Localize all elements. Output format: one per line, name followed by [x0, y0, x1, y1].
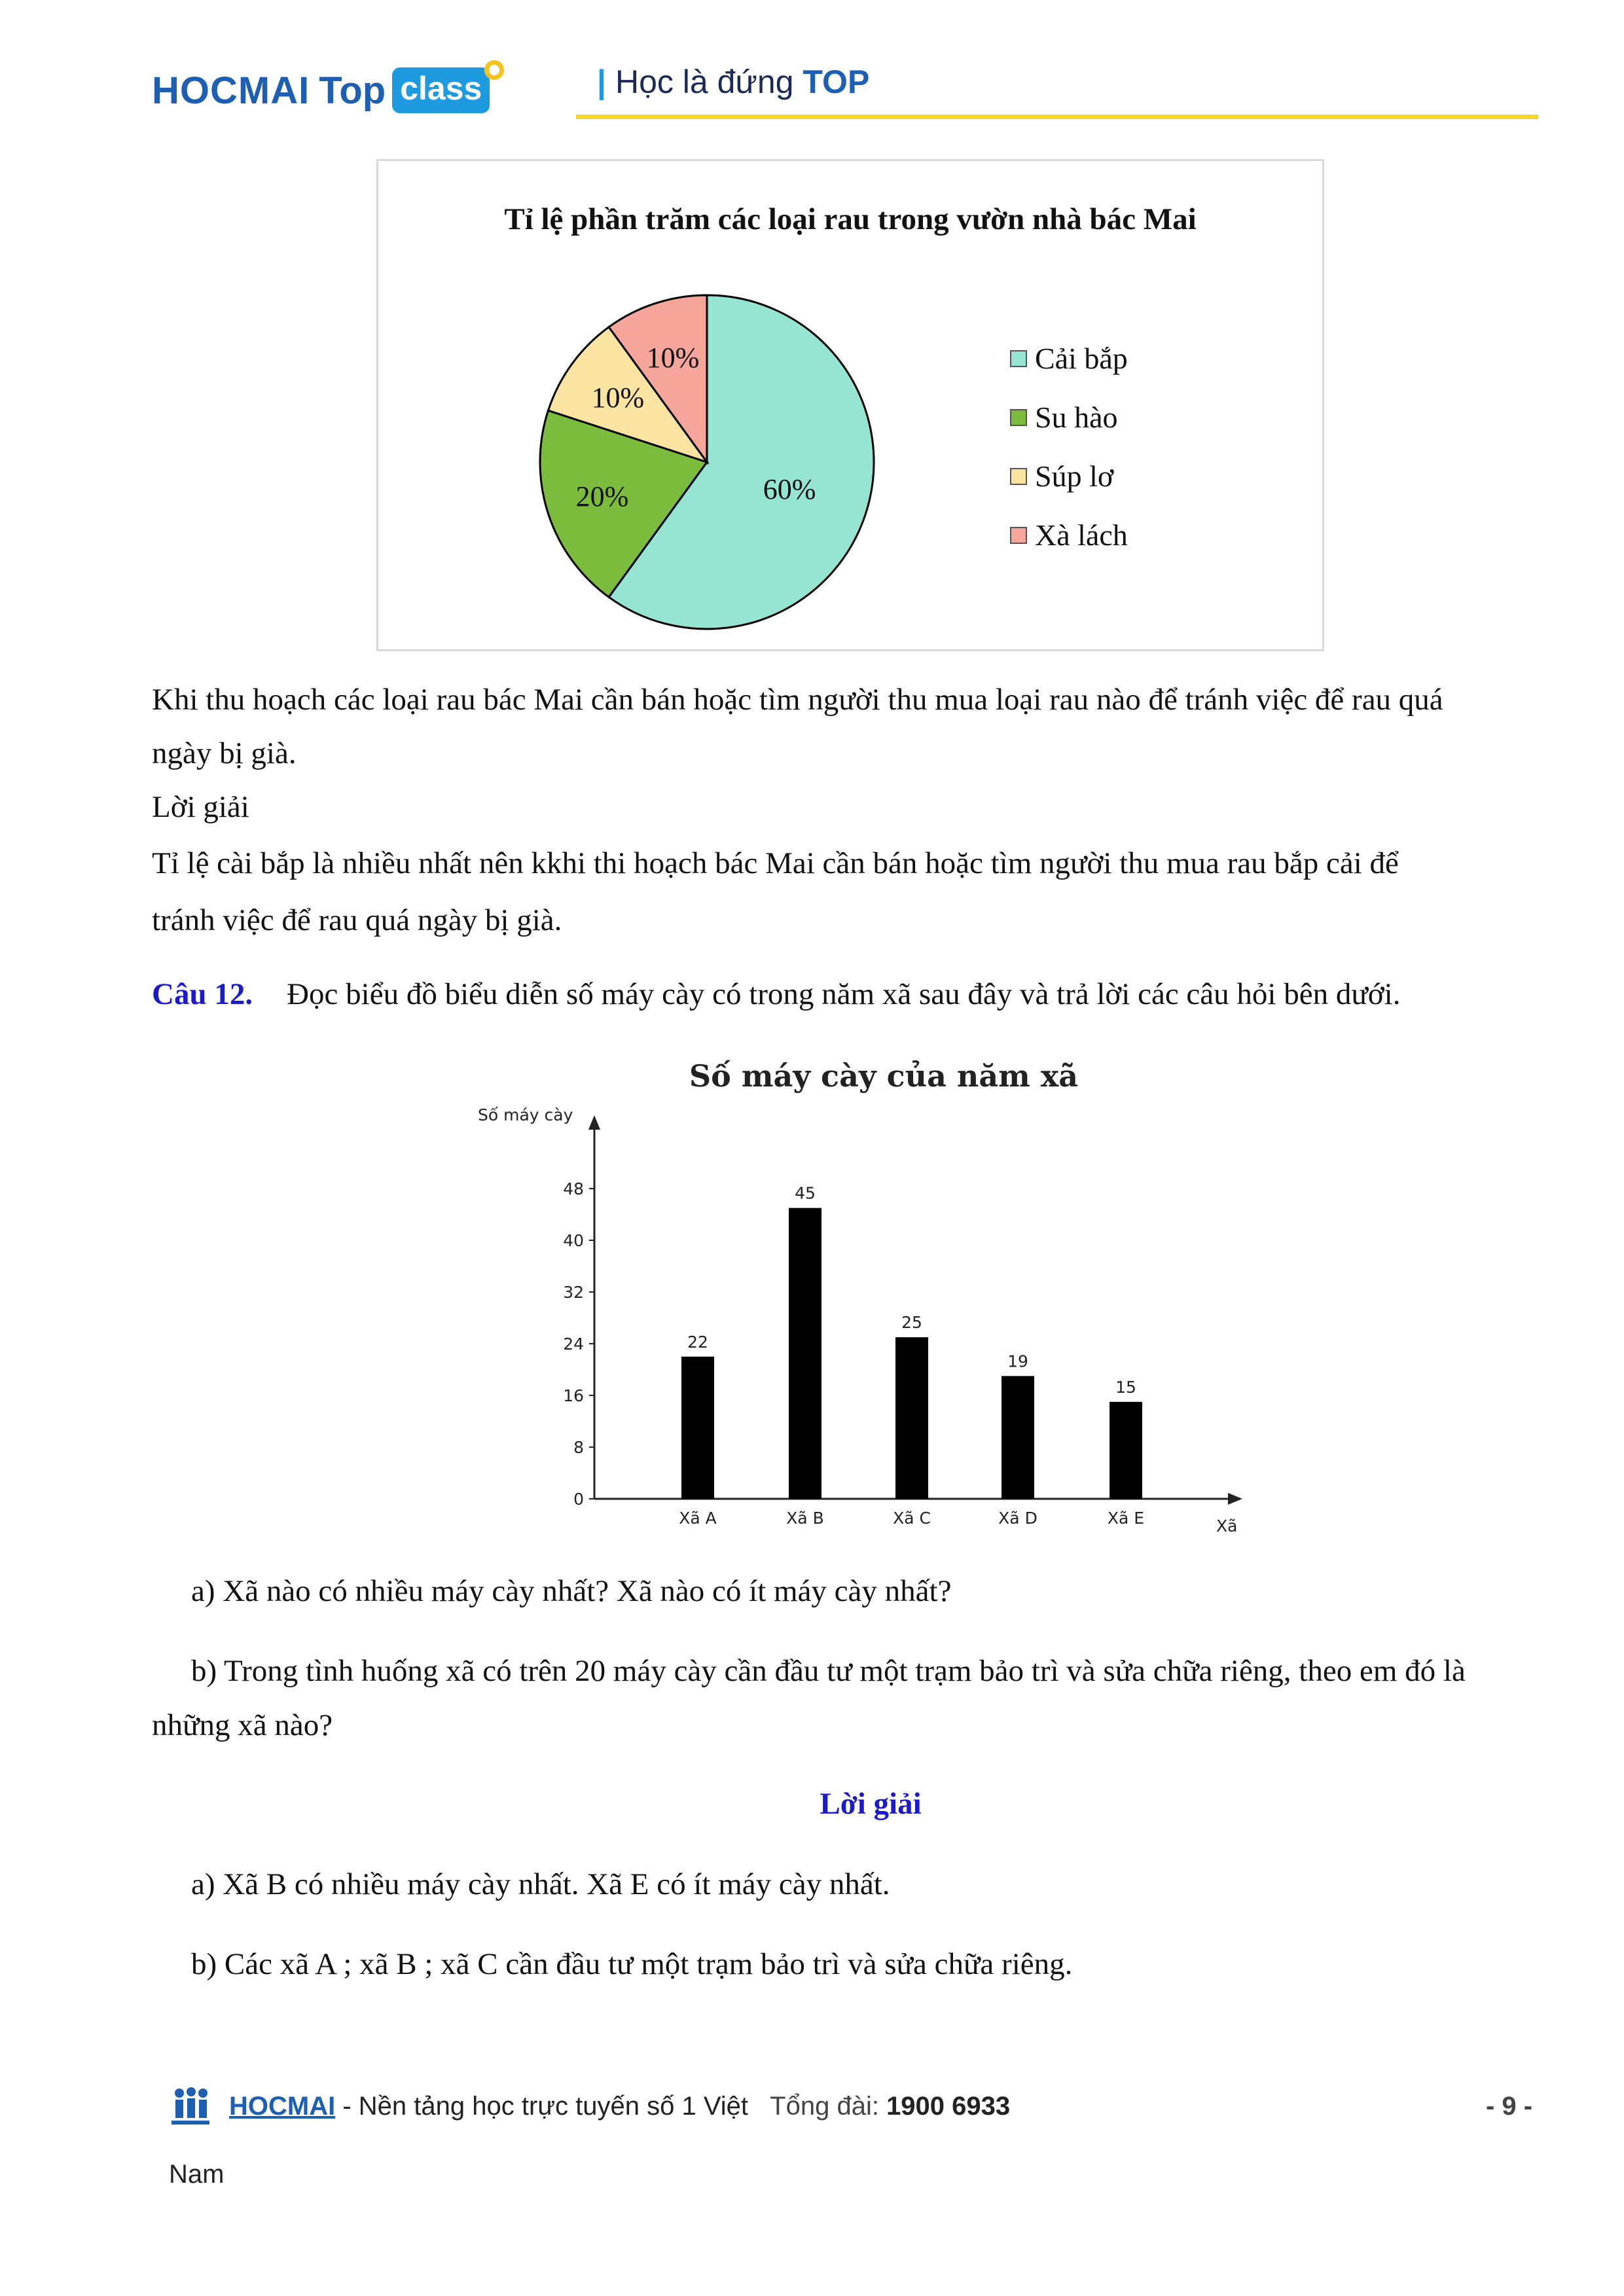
pie-legend-label: Cải bắp: [1035, 342, 1128, 375]
pie-data-label-2: 20%: [575, 480, 629, 513]
header-divider-line: [576, 115, 1538, 119]
bar-value-label: 25: [901, 1313, 922, 1333]
bar-2: [789, 1208, 821, 1499]
slogan-text: Học là đứng: [615, 63, 794, 100]
logo-class-text: class: [392, 67, 490, 113]
pie-legend-item-3: [1010, 459, 1113, 493]
footer-brand-link[interactable]: HOCMAI: [229, 2092, 336, 2121]
pie-data-label-1: 60%: [763, 473, 816, 505]
bar-value-label: 45: [795, 1183, 816, 1203]
question-12-b-line-2: những xã nào?: [152, 1708, 333, 1742]
question-11-line-2: ngày bị già.: [152, 736, 297, 770]
bar-3: [895, 1337, 928, 1499]
slogan-divider: |: [597, 63, 606, 100]
y-tick-label: 40: [563, 1231, 584, 1250]
pie-data-label-3: 10%: [591, 382, 645, 414]
footer-tagline: - Nền tảng học trực tuyến số 1 Việt: [335, 2092, 749, 2121]
x-tick-label: Xã B: [786, 1509, 824, 1528]
bar-value-label: 19: [1007, 1352, 1028, 1371]
question-11-line-1: Khi thu hoạch các loại rau bác Mai cần bán hoặc tìm người thu mua loại rau nào để tránh việc để rau quá: [152, 683, 1443, 717]
pie-legend-swatch: [1010, 350, 1027, 367]
question-12-a: a) Xã nào có nhiều máy cày nhất? Xã nào có ít máy cày nhất?: [191, 1574, 952, 1608]
solution-11-line-1: Tỉ lệ cài bắp là nhiều nhất nên kkhi thi hoạch bác Mai cần bán hoặc tìm người thu mua rau bắp cải để: [152, 846, 1399, 880]
y-tick-label: 16: [563, 1386, 584, 1405]
logo-top-text: Top: [319, 69, 386, 112]
hocmai-topclass-logo: [152, 58, 504, 123]
pie-chart-frame: [376, 159, 1324, 651]
pie-legend-swatch: [1010, 468, 1027, 485]
page-number: - 9 -: [1486, 2092, 1533, 2121]
bar-value-label: 22: [687, 1332, 708, 1352]
logo-hocmai-text: HOCMAI: [152, 69, 310, 112]
pie-legend-item-4: [1010, 518, 1128, 552]
x-tick-label: Xã D: [998, 1509, 1038, 1528]
x-tick-label: Xã E: [1107, 1509, 1145, 1528]
hocmai-people-icon: [169, 2085, 212, 2128]
slogan-bold: TOP: [803, 63, 870, 100]
y-tick-label: 32: [563, 1283, 584, 1302]
x-tick-label: Xã A: [679, 1509, 717, 1528]
header-slogan: [597, 63, 869, 101]
bar-value-label: 15: [1115, 1377, 1136, 1397]
bar-chart: [314, 1034, 1335, 1545]
bar-4: [1001, 1376, 1034, 1499]
solution-11-line-2: tránh việc để rau quá ngày bị già.: [152, 903, 562, 937]
pie-legend-label: Súp lơ: [1035, 459, 1114, 493]
pie-legend-item-2: [1010, 400, 1118, 435]
x-tick-label: Xã C: [893, 1509, 931, 1528]
pie-legend-label: Su hào: [1035, 401, 1118, 434]
footer-hotline: [770, 2092, 1010, 2121]
question-12-text: Đọc biểu đồ biểu diễn số máy cày có trong năm xã sau đây và trả lời các câu hỏi bên dưới.: [287, 977, 1401, 1011]
question-12-b-line-1: b) Trong tình huống xã có trên 20 máy cày cần đầu tư một trạm bảo trì và sửa chữa riêng, theo em đó là: [191, 1654, 1466, 1688]
x-axis-arrow-icon: [1228, 1493, 1242, 1505]
y-tick-label: 24: [563, 1335, 584, 1354]
pie-legend-label: Xà lách: [1035, 518, 1128, 552]
bar-5: [1110, 1402, 1142, 1499]
bar-chart-title: Số máy cày của năm xã: [689, 1058, 1079, 1094]
pie-data-label-4: 10%: [646, 341, 700, 374]
solution-12-a: a) Xã B có nhiều máy cày nhất. Xã E có ít máy cày nhất.: [191, 1867, 890, 1901]
question-12-label: Câu 12.: [152, 977, 253, 1011]
hotline-label: Tổng đài:: [770, 2092, 887, 2121]
y-tick-label: 8: [573, 1438, 584, 1457]
y-tick-label: 48: [563, 1179, 584, 1198]
pie-chart-title: Tỉ lệ phần trăm các loại rau trong vườn nhà bác Mai: [504, 202, 1197, 236]
y-axis-label: Số máy cày: [478, 1105, 573, 1124]
footer-tagline-tail: Nam: [169, 2160, 225, 2189]
y-tick-label: 0: [573, 1490, 584, 1509]
pie-legend-swatch: [1010, 409, 1027, 426]
solution-12-b: b) Các xã A ; xã B ; xã C cần đầu tư một trạm bảo trì và sửa chữa riêng.: [191, 1947, 1073, 1981]
sun-icon: [484, 60, 504, 80]
pie-legend-item-1: [1010, 341, 1128, 376]
footer-text: [229, 2092, 1010, 2121]
pie-legend-swatch: [1010, 527, 1027, 544]
question-12-heading: [152, 967, 1540, 1021]
hotline-number: 1900 6933: [886, 2092, 1011, 2121]
y-axis-arrow-icon: [588, 1115, 600, 1130]
bar-1: [681, 1357, 714, 1499]
solution-12-label: Lời giải: [820, 1787, 922, 1821]
solution-11-label: Lời giải: [152, 790, 249, 824]
x-axis-label: Xã: [1216, 1516, 1238, 1535]
